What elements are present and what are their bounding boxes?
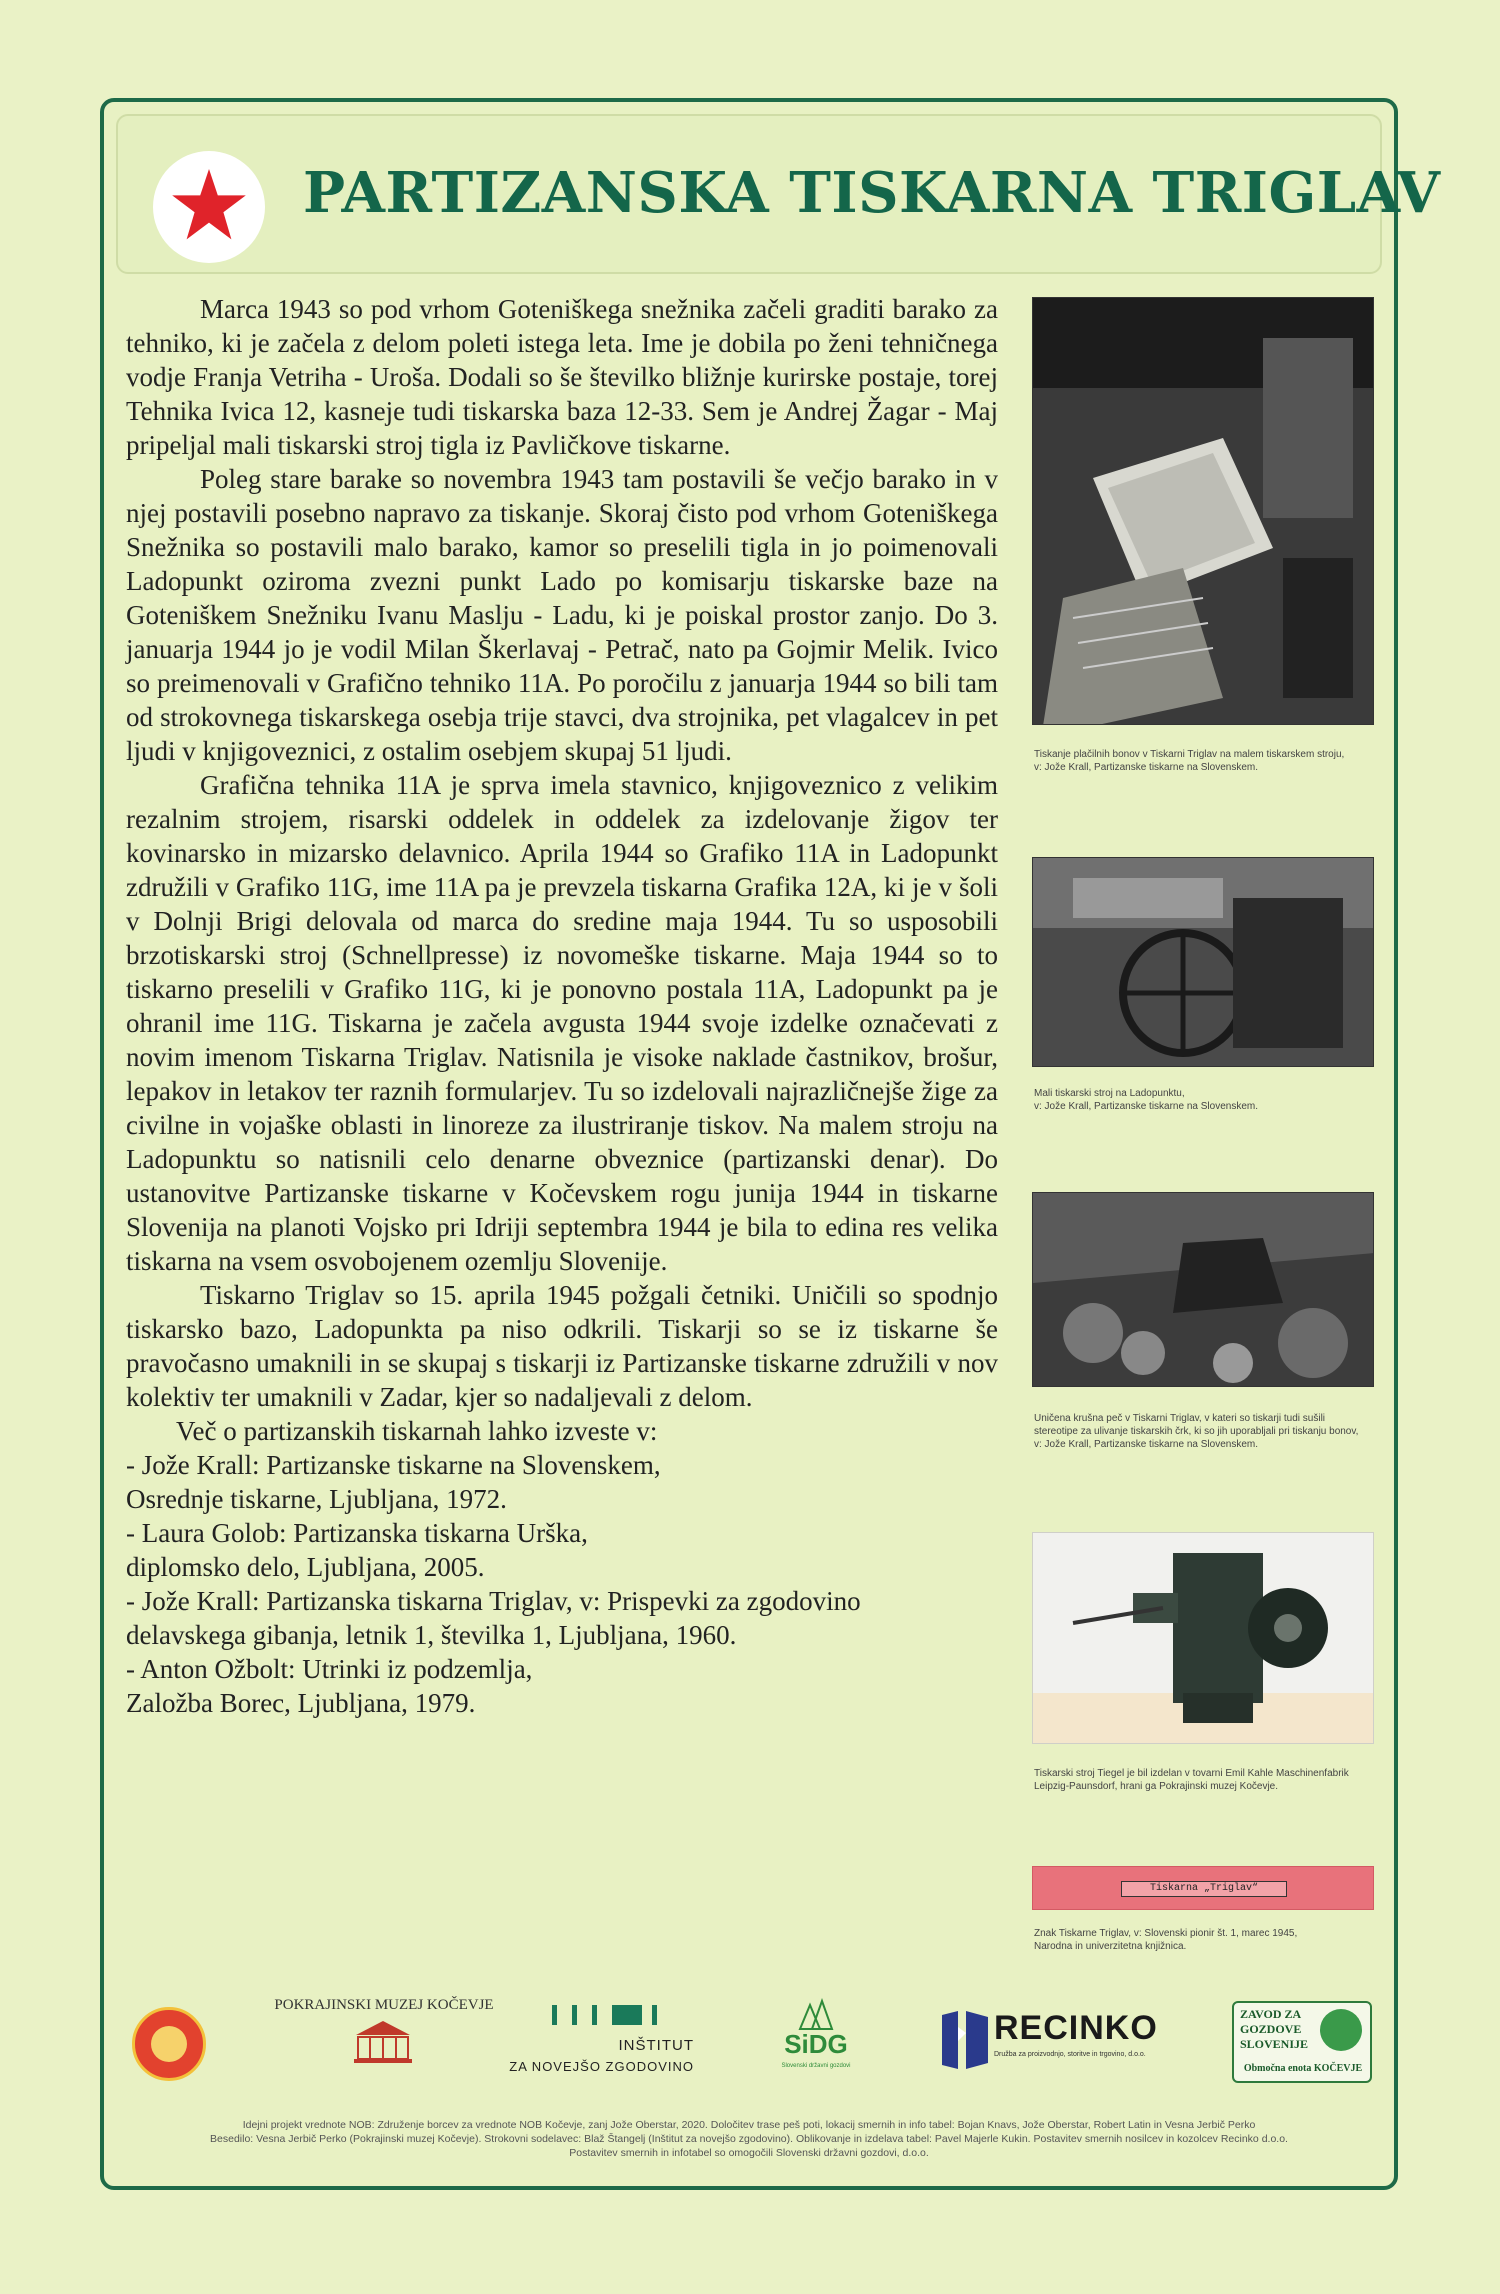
- veterans-association-logo: [132, 2007, 206, 2081]
- more-info-heading: Več o partizanskih tiskarnah lahko izveste v:: [176, 1416, 658, 1446]
- museum-logo-text: POKRAJINSKI MUZEJ KOČEVJE: [274, 1997, 494, 2013]
- red-star-icon: [169, 165, 249, 245]
- zgs-line-4: Območna enota KOČEVJE: [1243, 2063, 1363, 2074]
- zgs-line-3: SLOVENIJE: [1240, 2037, 1309, 2051]
- reference-item: - Laura Golob: Partizanska tiskarna Urška, diplomsko delo, Ljubljana, 2005.: [126, 1518, 588, 1582]
- paragraph-4: Tiskarno Triglav so 15. aprila 1945 požgali četniki. Uničili so spodnjo tiskarsko bazo, Ladopunkta pa niso odkrili. Tiskarji so se iz tiskarne še pravočasno umaknili in se skupaj s tiskarji iz Partizanske tiskarne združili v nov kolektiv ter umaknili v Zadar, kjer so nadaljevali z delom.: [126, 1280, 998, 1412]
- info-board: [100, 98, 1441, 2190]
- institute-line-2: ZA NOVEJŠO ZGODOVINO: [509, 2059, 694, 2074]
- photo-small-press: [1032, 857, 1374, 1067]
- stamp-label: Tiskarna „Triglav“: [1121, 1881, 1287, 1897]
- photo-destroyed-oven: [1032, 1192, 1374, 1387]
- reference-list: [126, 1448, 998, 1720]
- paragraph-3: Grafična tehnika 11A je sprva imela stavnico, knjigoveznico z velikim rezalnim strojem, risarski oddelek in oddelek za izdelovanje žigov ter kovinarsko in mizarsko delavnico. Aprila 1944 so Grafiko 11A in Ladopunkt združili v Grafiko 11G, ime 11A pa je prevzela tiskarna Grafika 12A, ki je v šoli v Dolnji Brigi delovala od marca do sredine maja 1944. Tu so usposobili brzotiskarski stroj (Schnellpresse) iz novomeške tiskarne. Maja 1944 so to tiskarno preselili v Grafiko 11G, ki je ponovno postala 11A, Ladopunkt pa je ohranil ime 11G. Tiskarna je začela avgusta 1944 svoje izdelke označevati z novim imenom Tiskarna Triglav. Natisnila je visoke naklade častnikov, brošur, lepakov in letakov ter raznih formularjev. Tu so izdelovali najrazličnejše žige za civilne in vojaške oblasti in linoreze za ilustriranje tiskov. Na malem stroju na Ladopunktu so natisnili celo denarne obveznice (partizanski denar). Do ustanovitve Partizanske tiskarne v Kočevskem rogu junija 1944 in tiskarne Slovenija na planoti Vojsko pri Idriji septembra 1944 je bila to edina res velika tiskarna na vsem osvobojenem ozemlju Slovenije.: [126, 770, 998, 1276]
- recinko-subtitle: Družba za proizvodnjo, storitve in trgovino, d.o.o.: [994, 2051, 1146, 2058]
- main-text: [126, 292, 998, 1720]
- museum-building-icon: [352, 2019, 414, 2065]
- photo-caption: Tiskarski stroj Tiegel je bil izdelan v tovarni Emil Kahle Maschinenfabrik Leipzig-Paunsdorf, hrani ga Pokrajinski muzej Kočevje.: [1034, 1768, 1349, 1792]
- reference-item: - Anton Ožbolt: Utrinki iz podzemlja, Založba Borec, Ljubljana, 1979.: [126, 1654, 533, 1718]
- sidg-logo-text: SiDG: [784, 2029, 848, 2059]
- reference-item: - Jože Krall: Partizanske tiskarne na Slovenskem, Osrednje tiskarne, Ljubljana, 1972.: [126, 1450, 661, 1514]
- paragraph-1: Marca 1943 so pod vrhom Goteniškega snežnika začeli graditi barako za tehniko, ki je začela z delom poleti istega leta. Ime je dobila po ženi tehničnega vodje Franja Vetriha - Uroša. Dodali so še številko bližnje kurirske postaje, torej Tehnika Ivica 12, kasneje tudi tiskarska baza 12-33. Sem je Andrej Žagar - Maj pripeljal mali tiskarski stroj tigla iz Pavličkove tiskarne.: [126, 294, 998, 460]
- footer-credits: Idejni projekt vrednote NOB: Združenje borcev za vrednote NOB Kočevje, zanj Jože Oberstar, 2020. Določitev trase peš poti, lokacij smernih in info tabel: Bojan Knavs, Jože Oberstar, Robert Latin in Vesna Jerbič Perko Besedilo: Vesna Jerbič Perko (Pokrajinski muzej Kočevje). Strokovni sodelavec: Blaž Štangelj (Inštitut za novejšo zgodovino). Oblikovanje in izdelava tabel: Pavel Majerle Kukin. Postavitev smernih nosilcev in kozolcev Recinko d.o.o. Postavitev smernih in infotabel so omogočili Slovenski državni gozdovi, d.o.o.: [210, 2119, 1288, 2159]
- photo-caption: Tiskanje plačilnih bonov v Tiskarni Triglav na malem tiskarskem stroju, v: Jože Krall, Partizanske tiskarne na Slovenskem.: [1034, 749, 1345, 773]
- red-star-emblem: [153, 151, 265, 263]
- zgs-line-2: GOZDOVE: [1240, 2022, 1302, 2036]
- zgs-leaf-icon: [1320, 2009, 1362, 2051]
- zgs-line-1: ZAVOD ZA: [1240, 2007, 1302, 2021]
- sidg-trees-icon: [790, 1997, 840, 2031]
- logos-row: [104, 1997, 1394, 2107]
- sidg-subtitle: Slovenski državni gozdovi: [781, 2063, 851, 2069]
- zgs-logo: [1232, 2001, 1372, 2083]
- institute-bars-icon: [552, 2005, 672, 2027]
- photo-caption: Mali tiskarski stroj na Ladopunktu, v: Jože Krall, Partizanske tiskarne na Slovenskem.: [1034, 1088, 1258, 1112]
- recinko-logo-text: RECINKO: [994, 2009, 1158, 2047]
- recinko-hands-icon: [936, 2007, 994, 2073]
- photo-printing-vouchers: [1032, 297, 1374, 725]
- reference-item: - Jože Krall: Partizanska tiskarna Triglav, v: Prispevki za zgodovino delavskega gibanja, letnik 1, številka 1, Ljubljana, 1960.: [126, 1586, 861, 1650]
- header-banner: [116, 114, 1441, 274]
- institute-line-1: INŠTITUT: [618, 2037, 694, 2054]
- paragraph-2: Poleg stare barake so novembra 1943 tam postavili še večjo barako in v njej postavili posebno napravo za tiskanje. Skoraj čisto pod vrhom Goteniškega Snežnika so postavili malo barako, kamor so preselili tigla in jo poimenovali Ladopunkt oziroma zvezni punkt Lado po komisarju tiskarske baze na Goteniškem Snežniku Ivanu Maslju - Ladu, ki je poiskal prostor zanjo. Do 3. januarja 1944 jo je vodil Milan Škerlavaj - Petrač, nato pa Gojmir Melik. Ivico so preimenovali v Grafično tehniko 11A. Po poročilu z januarja 1944 so bili tam od strokovnega tiskarskega osebja trije stavci, dva strojnika, pet vlagalcev in pet ljudi v knjigoveznici, z ostalim osebjem skupaj 51 ljudi.: [126, 464, 998, 766]
- photo-caption: Uničena krušna peč v Tiskarni Triglav, v kateri so tiskarji tudi sušili stereotipe za ulivanje tiskarskih črk, ki so jih uporabljali pri tiskanju bonov, v: Jože Krall, Partizanske tiskarne na Slovenskem.: [1034, 1413, 1359, 1450]
- photo-caption: Znak Tiskarne Triglav, v: Slovenski pionir št. 1, marec 1945, Narodna in univerzitetna knjižnica.: [1034, 1928, 1298, 1952]
- photo-tiegel-press: [1032, 1532, 1374, 1744]
- page-title: PARTIZANSKA TISKARNA TRIGLAV: [303, 160, 1441, 226]
- stamp-strip: [1032, 1866, 1374, 1910]
